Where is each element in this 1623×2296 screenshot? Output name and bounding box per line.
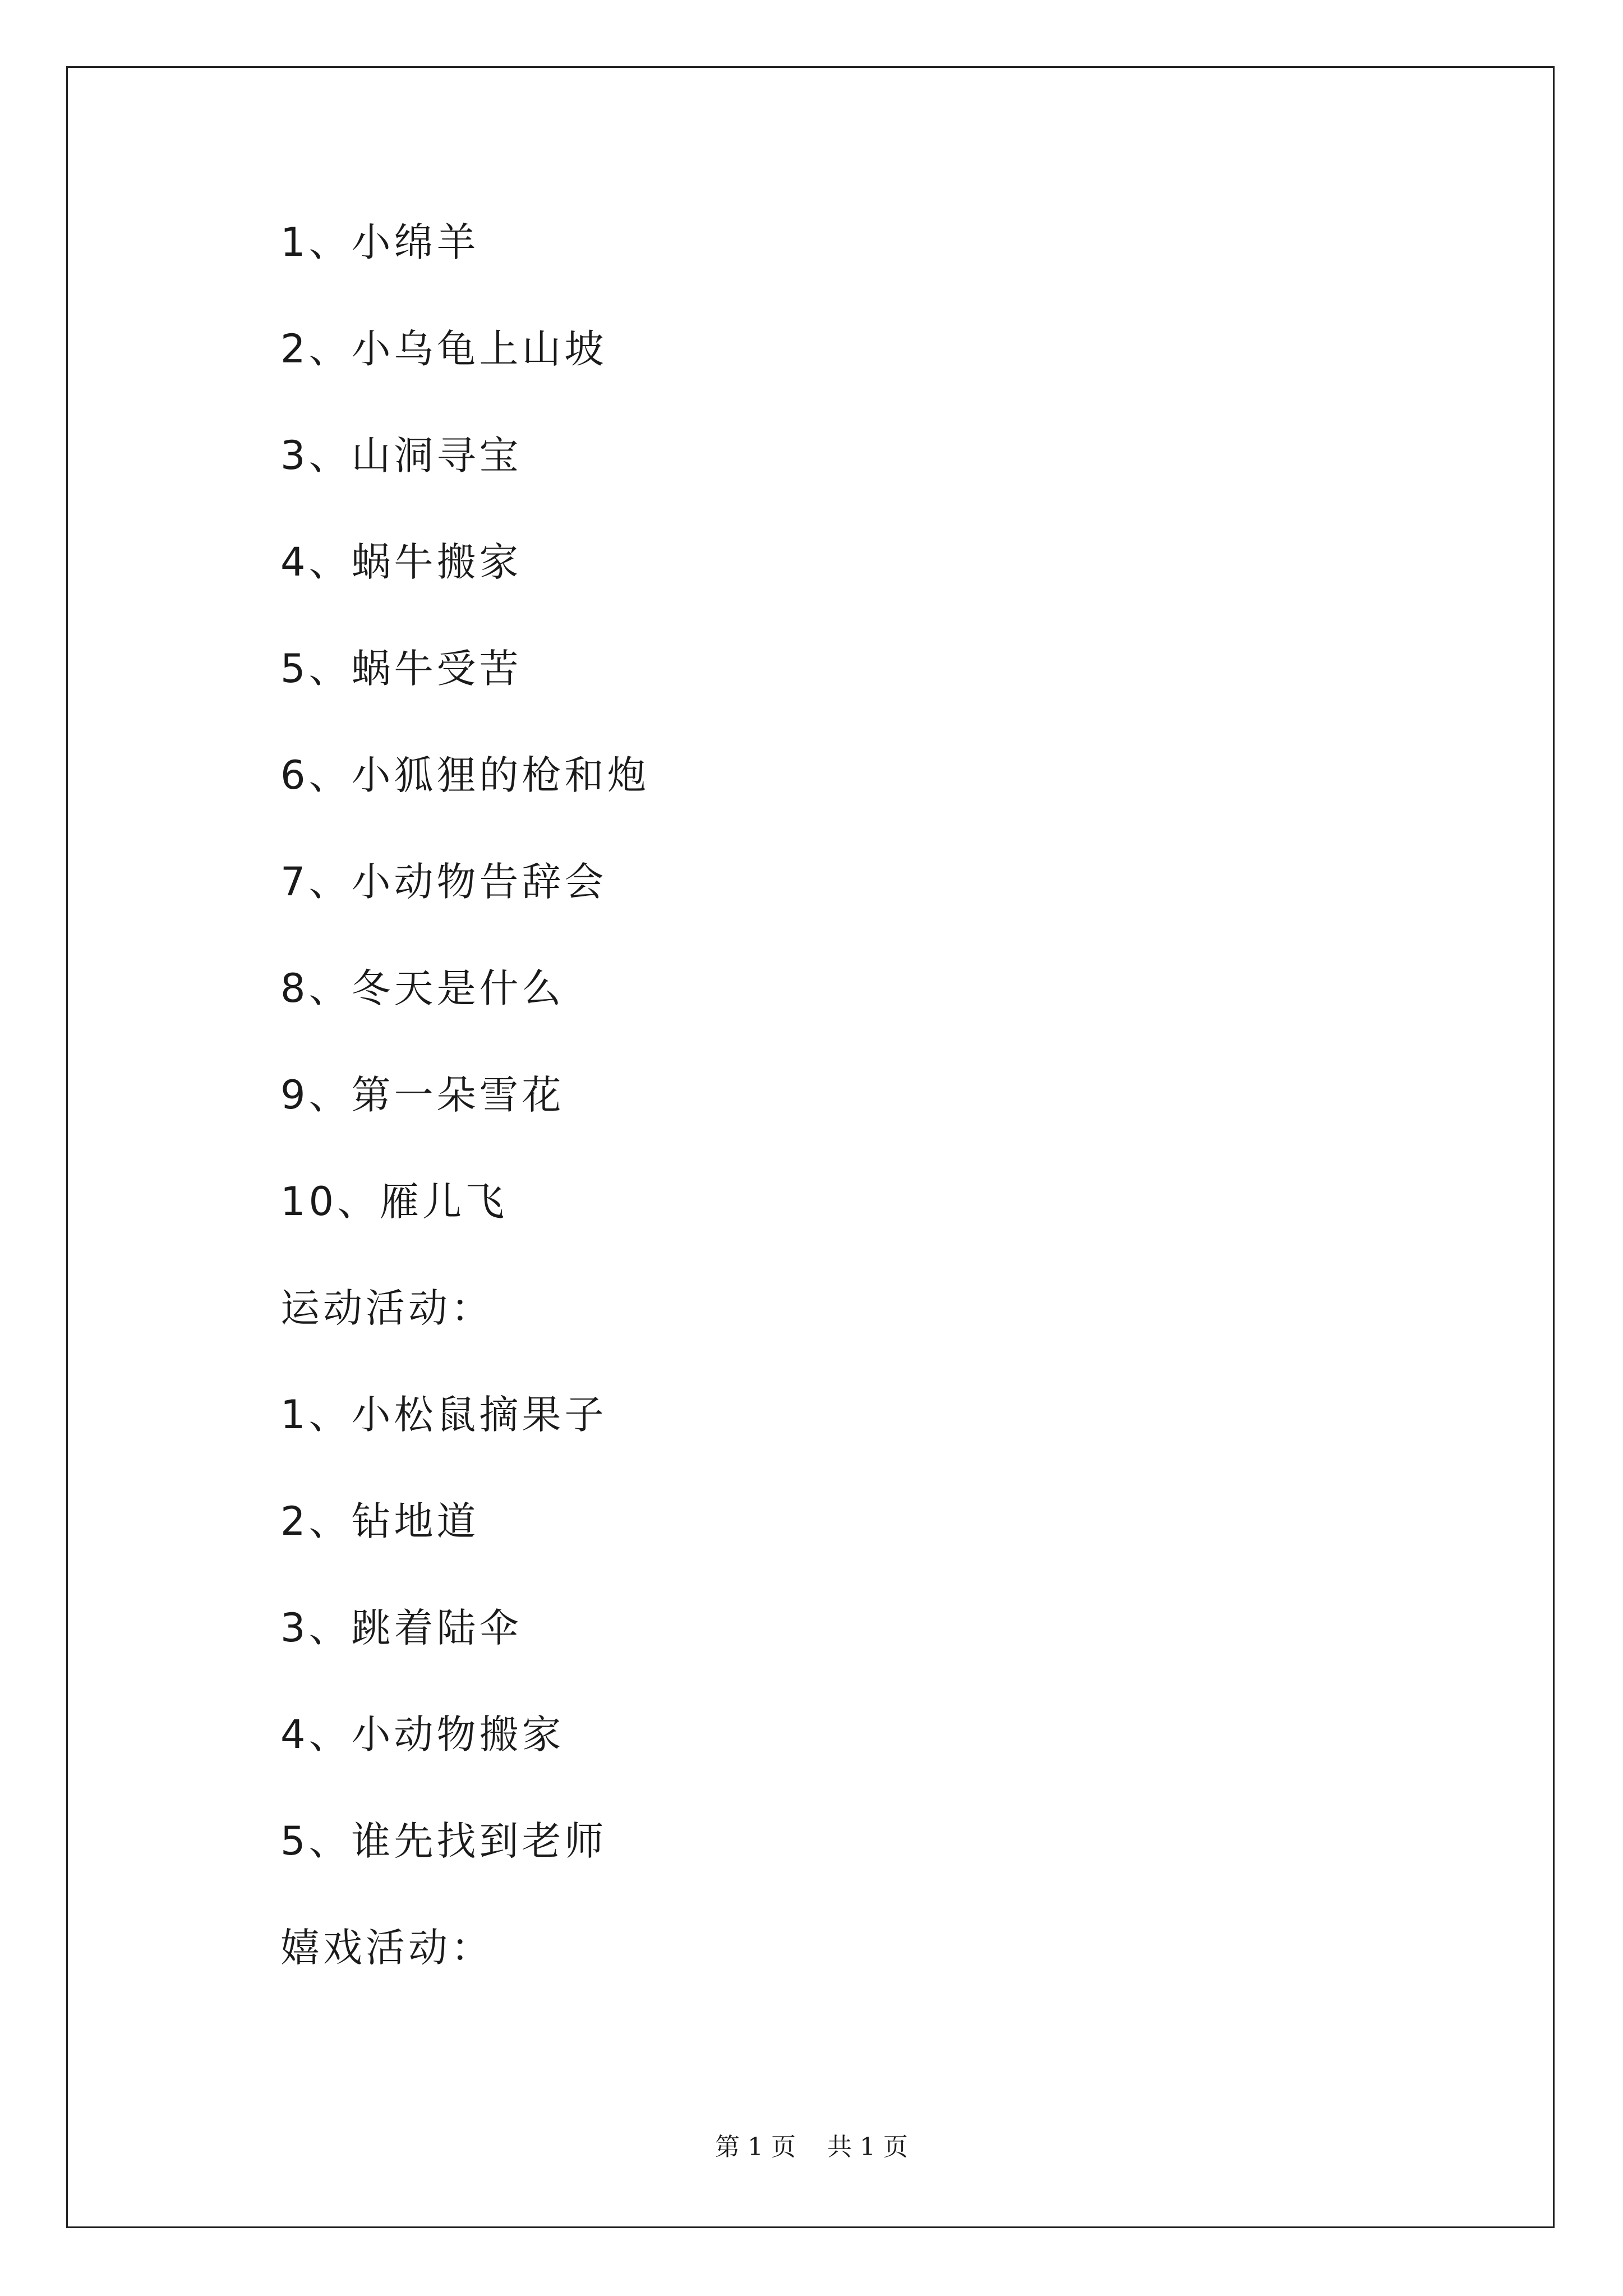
list-item: 9、第一朵雪花 <box>280 1072 565 1118</box>
list-item: 4、蜗牛搬家 <box>280 539 522 585</box>
page-footer: 第 1 页 共 1 页 <box>715 2133 908 2161</box>
list-item: 3、跳着陆伞 <box>280 1605 522 1651</box>
list-item: 4、小动物搬家 <box>280 1711 565 1757</box>
document-body <box>280 220 1486 2032</box>
list-item: 5、谁先找到老师 <box>280 1818 607 1864</box>
list-item: 2、小乌龟上山坡 <box>280 326 607 372</box>
section-heading: 运动活动： <box>280 1285 494 1331</box>
list-item: 1、小绵羊 <box>280 219 479 265</box>
list-item: 8、冬天是什么 <box>280 965 565 1011</box>
list-item: 3、山洞寻宝 <box>280 432 522 478</box>
section-heading: 嬉戏活动： <box>280 1925 494 1971</box>
list-item: 2、钻地道 <box>280 1498 479 1544</box>
list-item: 1、小松鼠摘果子 <box>280 1392 607 1438</box>
list-item: 6、小狐狸的枪和炮 <box>280 752 650 798</box>
list-item: 7、小动物告辞会 <box>280 859 607 905</box>
list-item: 10、雁儿飞 <box>280 1179 508 1225</box>
list-item: 5、蜗牛受苦 <box>280 646 522 692</box>
